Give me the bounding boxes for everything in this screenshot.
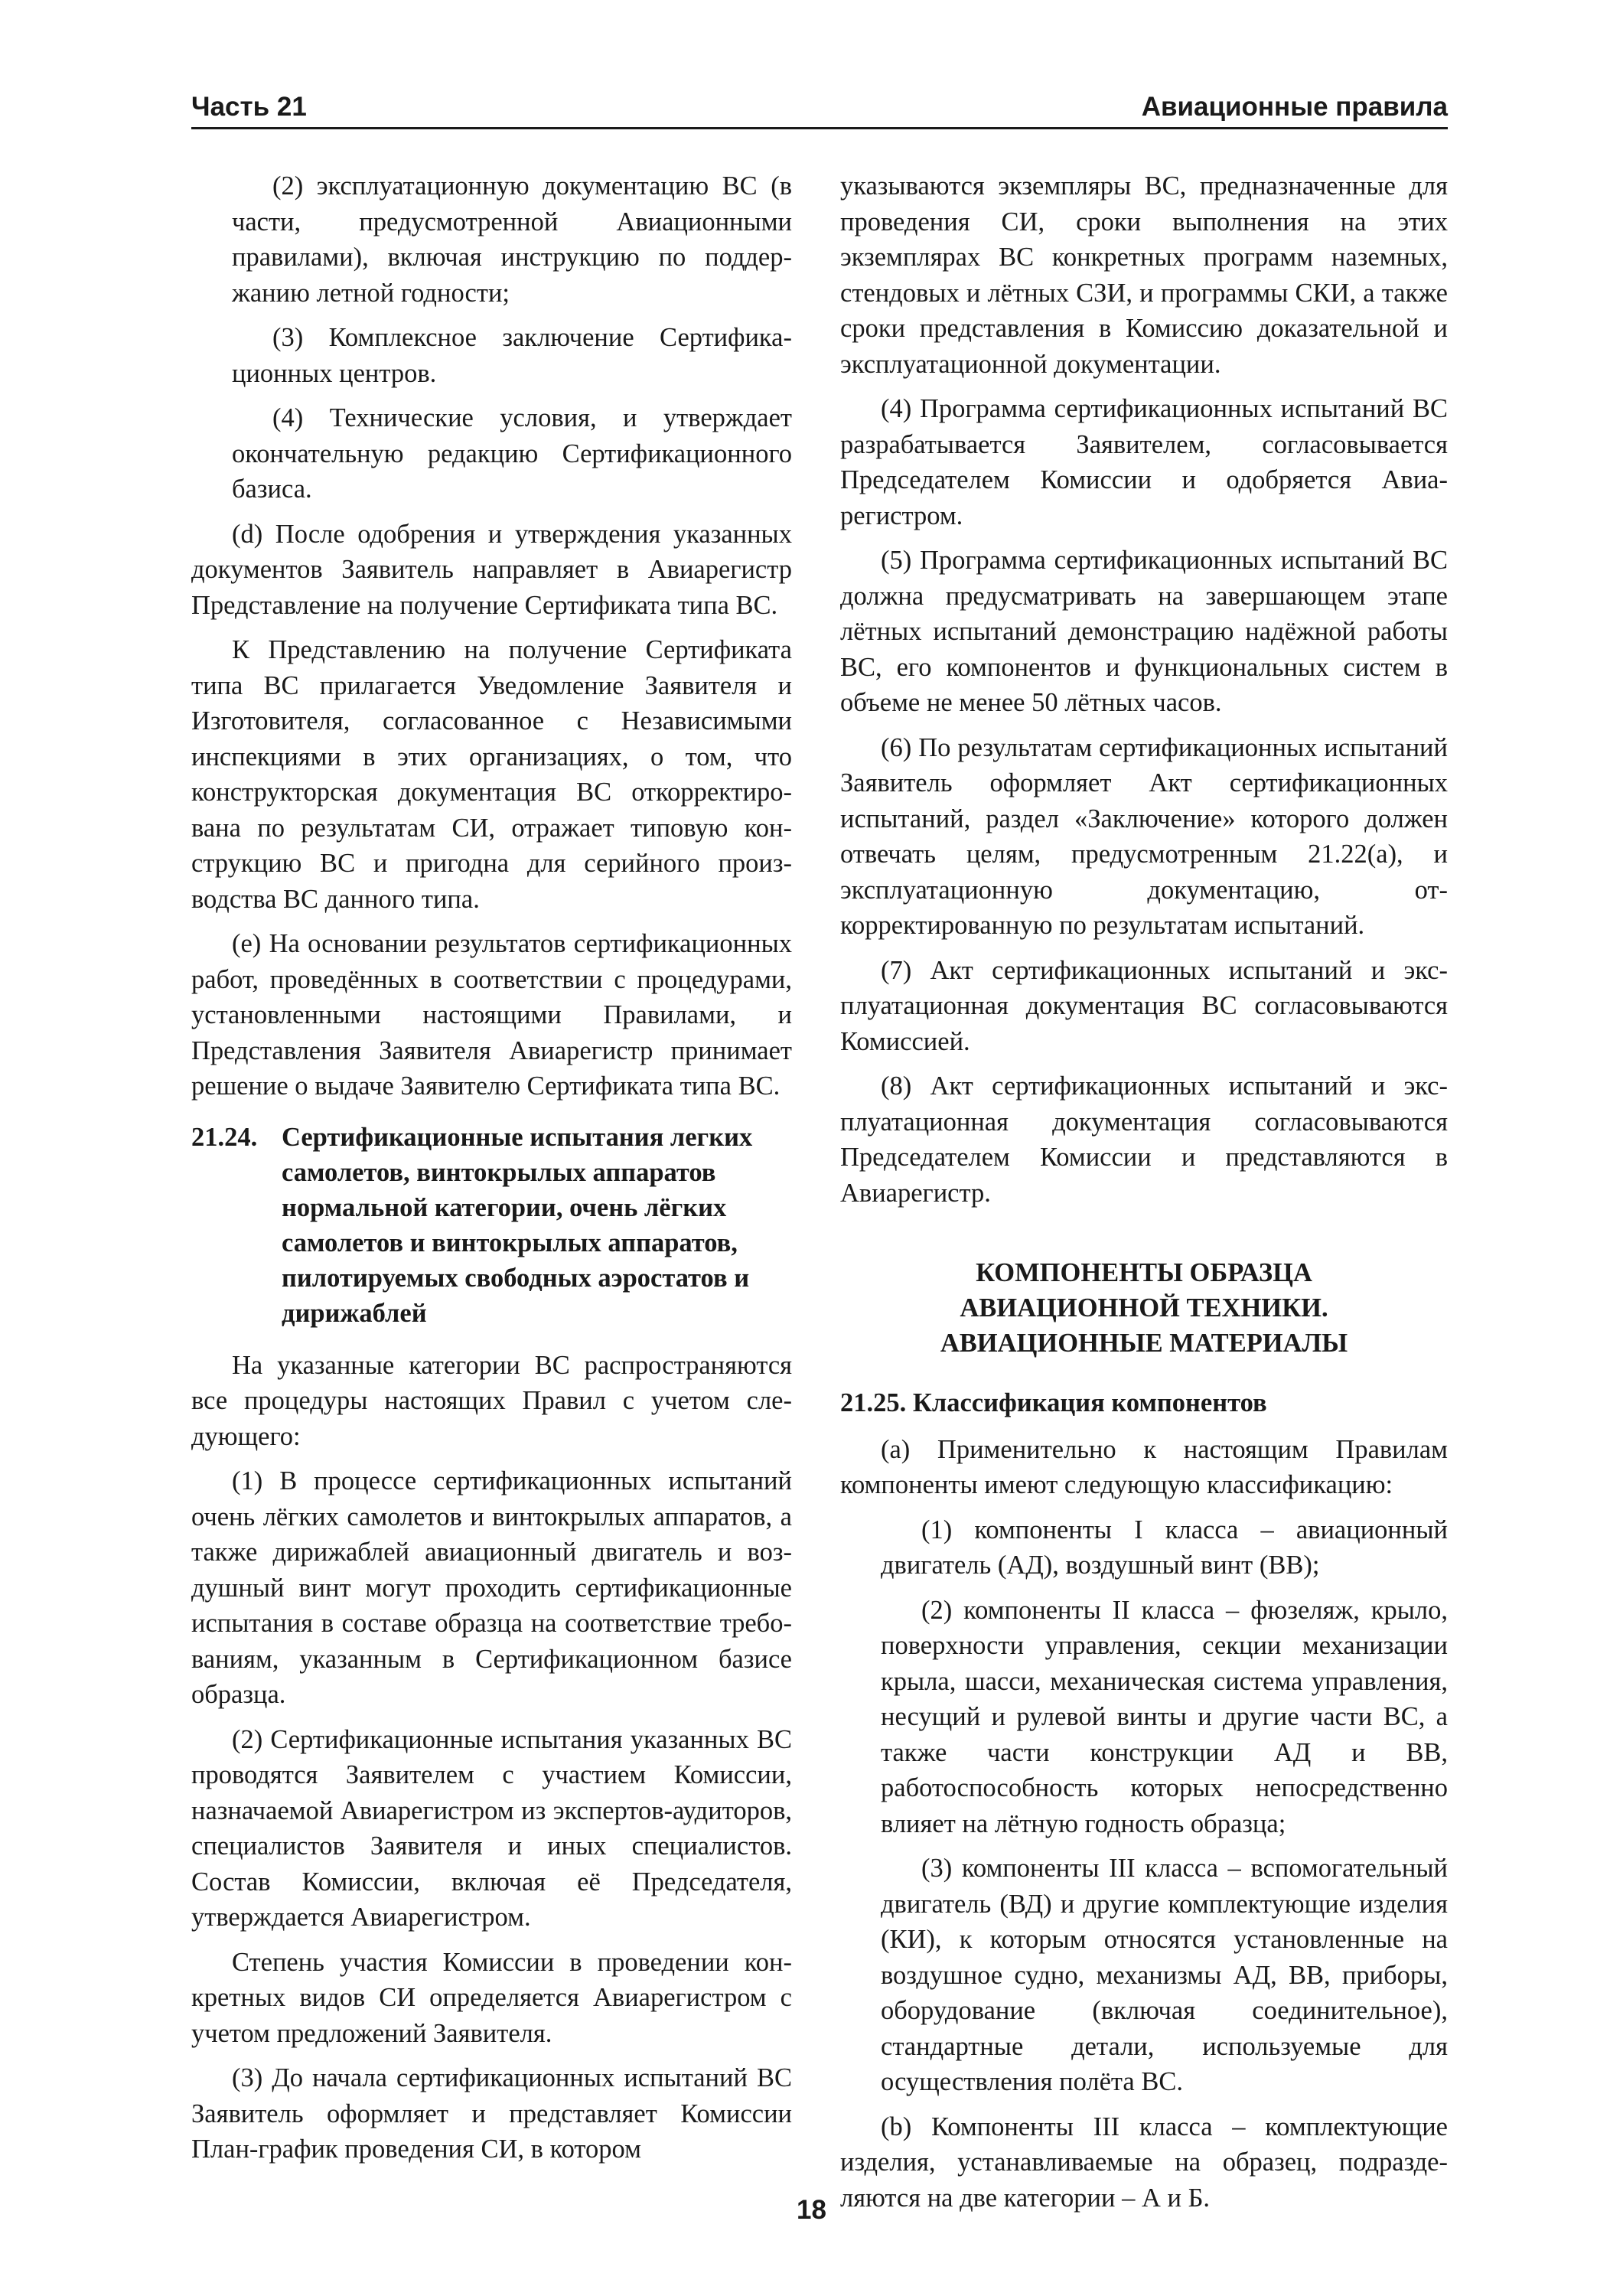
paragraph: К Представлению на получение Сертификата типа ВС прилагается Уведомление Заявителя и Изготовителя, согласованное с Независимыми инспекциями в этих организациях, о том, что конструкторская документация ВС откорректирована по результатам СИ, отражает типовую конструкцию ВС и пригодна для серийного производства ВС данного типа. bbox=[191, 635, 792, 914]
paragraph: (1) компоненты I класса – авиационный двигатель (АД), воздушный винт (ВВ); bbox=[881, 1515, 1448, 1580]
left-column bbox=[191, 168, 792, 2177]
paragraph: (4) Технические условия, и утверждает окончательную редакцию Сертификационного базиса. bbox=[232, 403, 792, 504]
paragraph: (3) Комплексное заключение Сертификационных центров. bbox=[232, 323, 792, 388]
chapter-title-line: АВИАЦИОННЫЕ МАТЕРИАЛЫ bbox=[940, 1329, 1348, 1358]
paragraph: (1) В процессе сертификационных испытаний очень лёгких самолетов и винтокрылых аппаратов, а также дирижаблей авиационный двигатель и воздушный винт могут проходить сертификационные испытания в составе образца на соответствие требованиям, указанным в Сертификационном базисе образца. bbox=[191, 1466, 792, 1709]
paragraph: (2) эксплуатационную документацию ВС (в части, предусмотренной Авиационными правилами), включая инструкцию по поддержанию летной годности; bbox=[232, 171, 792, 308]
paragraph: На указанные категории ВС распространяются все процедуры настоящих Правил с учетом следующего: bbox=[191, 1350, 792, 1451]
paragraph: (8) Акт сертификационных испытаний и эксплуатационная документация согласовываются Председателем Комиссии и представляются в Авиарегистр. bbox=[840, 1071, 1448, 1208]
paragraph: (d) После одобрения и утверждения указанных документов Заявитель направляет в Авиарегистр Представление на получение Сертификата типа ВС. bbox=[191, 519, 792, 620]
chapter-title-line: КОМПОНЕНТЫ ОБРАЗЦА bbox=[976, 1258, 1312, 1287]
section-heading bbox=[191, 1120, 792, 1331]
chapter-title-line: АВИАЦИОННОЙ ТЕХНИКИ. bbox=[960, 1293, 1328, 1322]
paragraph: (2) Сертификационные испытания указанных ВС проводятся Заявителем с участием Комиссии, назначаемой Авиарегистром из экспертов-аудиторов, специалистов Заявителя и иных специалистов. Состав Комиссии, включая её Председателя, утверждается Авиарегистром. bbox=[191, 1724, 792, 1932]
part-label: Часть 21 bbox=[191, 92, 307, 122]
subsection-heading: 21.25. Классификация компонентов bbox=[840, 1388, 1267, 1417]
chapter-title bbox=[840, 1255, 1448, 1361]
paragraph: (6) По результатам сертификационных испытаний Заявитель оформляет Акт сертификационных испытаний, раздел «Заключение» которого должен отвечать целям, предусмотренным 21.22(a), и эксплуатационную документацию, откорректированную по результатам испытаний. bbox=[840, 732, 1448, 940]
page-number: 18 bbox=[797, 2195, 826, 2225]
paragraph: (5) Программа сертификационных испытаний ВС должна предусматривать на завершающем этапе лётных испытаний демонстрацию надёжной работы ВС, его компонентов и функциональных систем в объеме не менее 50 лётных часов. bbox=[840, 546, 1448, 717]
paragraph: (3) компоненты III класса – вспомогательный двигатель (ВД) и другие комплектующие изделия (КИ), к которым относятся установленные на воздушное судно, механизмы АД, ВВ, приборы, оборудование (включая соединительное), стандартные детали, используемые для осуществления полёта ВС. bbox=[881, 1854, 1448, 2096]
paragraph: (2) компоненты II класса – фюзеляж, крыло, поверхности управления, секции механизации крыла, шасси, механическая система управления, несущий и рулевой винты и другие части ВС, а также части конструкции АД и ВВ, работоспособность которых непосредственно влияет на лётную годность образца; bbox=[881, 1595, 1448, 1838]
paragraph: (7) Акт сертификационных испытаний и эксплуатационная документация ВС согласовываются Комиссией. bbox=[840, 955, 1448, 1056]
paragraph: (a) Применительно к настоящим Правилам компоненты имеют следующую классификацию: bbox=[840, 1434, 1448, 1499]
right-column bbox=[840, 168, 1448, 2225]
page-header bbox=[191, 90, 1448, 129]
paragraph: (4) Программа сертификационных испытаний ВС разрабатывается Заявителем, согласовывается Председателем Комиссии и одобряется Авиарегистром. bbox=[840, 394, 1448, 530]
paragraph: (e) На основании результатов сертификационных работ, проведённых в соответствии с процедурами, установленными настоящими Правилами, и Представления Заявителя Авиарегистр принимает решение о выдаче Заявителю Сертификата типа ВС. bbox=[191, 929, 792, 1101]
section-title: Сертификационные испытания легких самолетов, винтокрылых аппаратов нормальной категории, очень лёгких самолетов и винтокрылых аппаратов, пилотируемых свободных аэростатов и дирижаблей bbox=[282, 1122, 753, 1328]
paragraph: (b) Компоненты III класса – комплектующие изделия, устанавливаемые на образец, подразделяются на две категории – А и Б. bbox=[840, 2112, 1448, 2213]
document-title: Авиационные правила bbox=[1141, 92, 1448, 122]
paragraph: Степень участия Комиссии в проведении конкретных видов СИ определяется Авиарегистром с учетом предложений Заявителя. bbox=[191, 1947, 792, 2048]
paragraph: (3) До начала сертификационных испытаний ВС Заявитель оформляет и представляет Комиссии План-график проведения СИ, в котором bbox=[191, 2063, 792, 2164]
paragraph: указываются экземпляры ВС, предназначенные для проведения СИ, сроки выполнения на этих экземплярах ВС конкретных программ наземных, стендовых и лётных СЗИ, и программы СКИ, а также сроки представления в Комиссию доказательной и эксплуатационной документации. bbox=[840, 171, 1448, 379]
section-number: 21.24. bbox=[191, 1122, 258, 1152]
